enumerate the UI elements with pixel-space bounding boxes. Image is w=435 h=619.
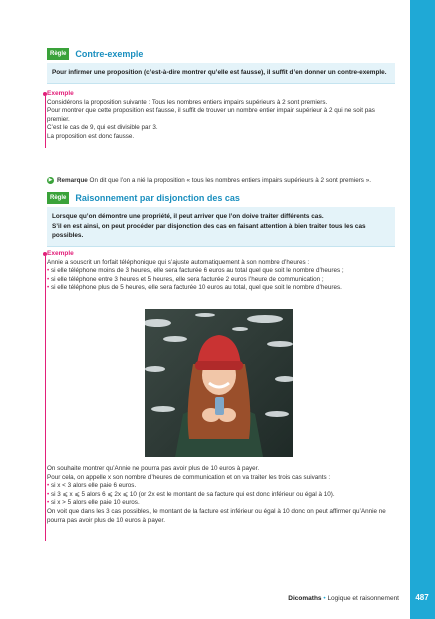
example-line: Pour cela, on appelle x son nombre d’heures de communication et on va traiter les trois cas suivants : bbox=[47, 473, 331, 481]
page-number: 487 bbox=[415, 593, 429, 602]
remark-label: Remarque bbox=[57, 177, 88, 184]
rule-tag: Règle bbox=[47, 192, 69, 204]
photo-girl-with-phone bbox=[145, 309, 293, 457]
rule-disjonction bbox=[47, 191, 395, 247]
example-title bbox=[47, 250, 395, 259]
rule-header bbox=[47, 47, 395, 61]
example-rule-line bbox=[45, 256, 46, 541]
example-contre-exemple bbox=[47, 90, 395, 142]
page-side-band bbox=[410, 0, 435, 619]
example-line: C’est le cas de 9, qui est divisible par 3. bbox=[47, 124, 158, 132]
remark-text: On dit que l’on a nié la proposition « tous les nombres entiers impairs supérieurs à 2 sont premiers ». bbox=[89, 177, 371, 184]
footer-chapter: Logique et raisonnement bbox=[327, 595, 399, 602]
example-intro: Annie a souscrit un forfait téléphonique qui s’ajuste automatiquement à son nombre d’heures : bbox=[47, 258, 310, 266]
rule-statement bbox=[47, 207, 395, 247]
rule-line: Lorsque qu’on démontre une propriété, il peut arriver que l’on doive traiter différents cas. bbox=[52, 213, 324, 220]
example-rule-line bbox=[45, 96, 46, 148]
footer bbox=[288, 595, 399, 602]
rule-contre-exemple bbox=[47, 47, 395, 84]
list-item: • si elle téléphone plus de 5 heures, elle sera facturée 10 euros au total, quel que soit le nombre d’heures. bbox=[47, 284, 342, 292]
rule-line: S’il en est ainsi, on peut procéder par disjonction des cas en faisant attention à bien traiter tous les cas possibles. bbox=[52, 222, 366, 239]
list-item: • si x < 3 alors elle paie 6 euros. bbox=[47, 482, 137, 490]
rule-header bbox=[47, 191, 395, 205]
list-item: • si 3 ⩽ x ⩽ 5 alors 6 ⩽ 2x ⩽ 10 (or 2x est le montant de sa facture qui est donc inférieur ou égal à 10). bbox=[47, 490, 335, 498]
example-line: Considérons la proposition suivante : Tous les nombres entiers impairs supérieurs à 2 sont premiers. bbox=[47, 98, 328, 106]
example-line: La proposition est donc fausse. bbox=[47, 132, 135, 140]
footer-brand: Dicomaths bbox=[288, 595, 322, 602]
footer-separator: • bbox=[323, 595, 326, 602]
rule-statement: Pour infirmer une proposition (c’est-à-dire montrer qu’elle est fausse), il suffit d’en donner un contre-exemple. bbox=[47, 63, 395, 84]
example-title-text: Exemple bbox=[47, 90, 74, 97]
rule-title: Raisonnement par disjonction des cas bbox=[75, 193, 240, 203]
arrow-right-icon: ▶ bbox=[48, 177, 53, 183]
rule-title: Contre-exemple bbox=[75, 49, 144, 59]
example-title bbox=[47, 90, 395, 99]
example-title-text: Exemple bbox=[47, 250, 74, 257]
rule-tag: Règle bbox=[47, 48, 69, 60]
list-item: • si elle téléphone entre 3 heures et 5 heures, elle sera facturée 2 euros l’heure de communication ; bbox=[47, 275, 324, 283]
example-disjonction-continued bbox=[47, 465, 395, 525]
example-line: On souhaite montrer qu’Annie ne pourra pas avoir plus de 10 euros à payer. bbox=[47, 465, 260, 472]
example-disjonction bbox=[47, 250, 395, 293]
list-item: • si elle téléphone moins de 3 heures, elle sera facturée 6 euros au total quel que soit le nombre d’heures ; bbox=[47, 267, 344, 275]
remark bbox=[47, 177, 395, 184]
example-line: Pour montrer que cette proposition est fausse, il suffit de trouver un nombre entier impair supérieur à 2 qui ne soit pas premier. bbox=[47, 107, 375, 123]
list-item: • si x > 5 alors elle paie 10 euros. bbox=[47, 499, 140, 507]
example-conclusion: On voit que dans les 3 cas possibles, le montant de la facture est inférieur ou égal à 10 donc on peut affirmer qu’Annie ne pourra pas avoir plus de 10 euros à payer. bbox=[47, 507, 386, 524]
